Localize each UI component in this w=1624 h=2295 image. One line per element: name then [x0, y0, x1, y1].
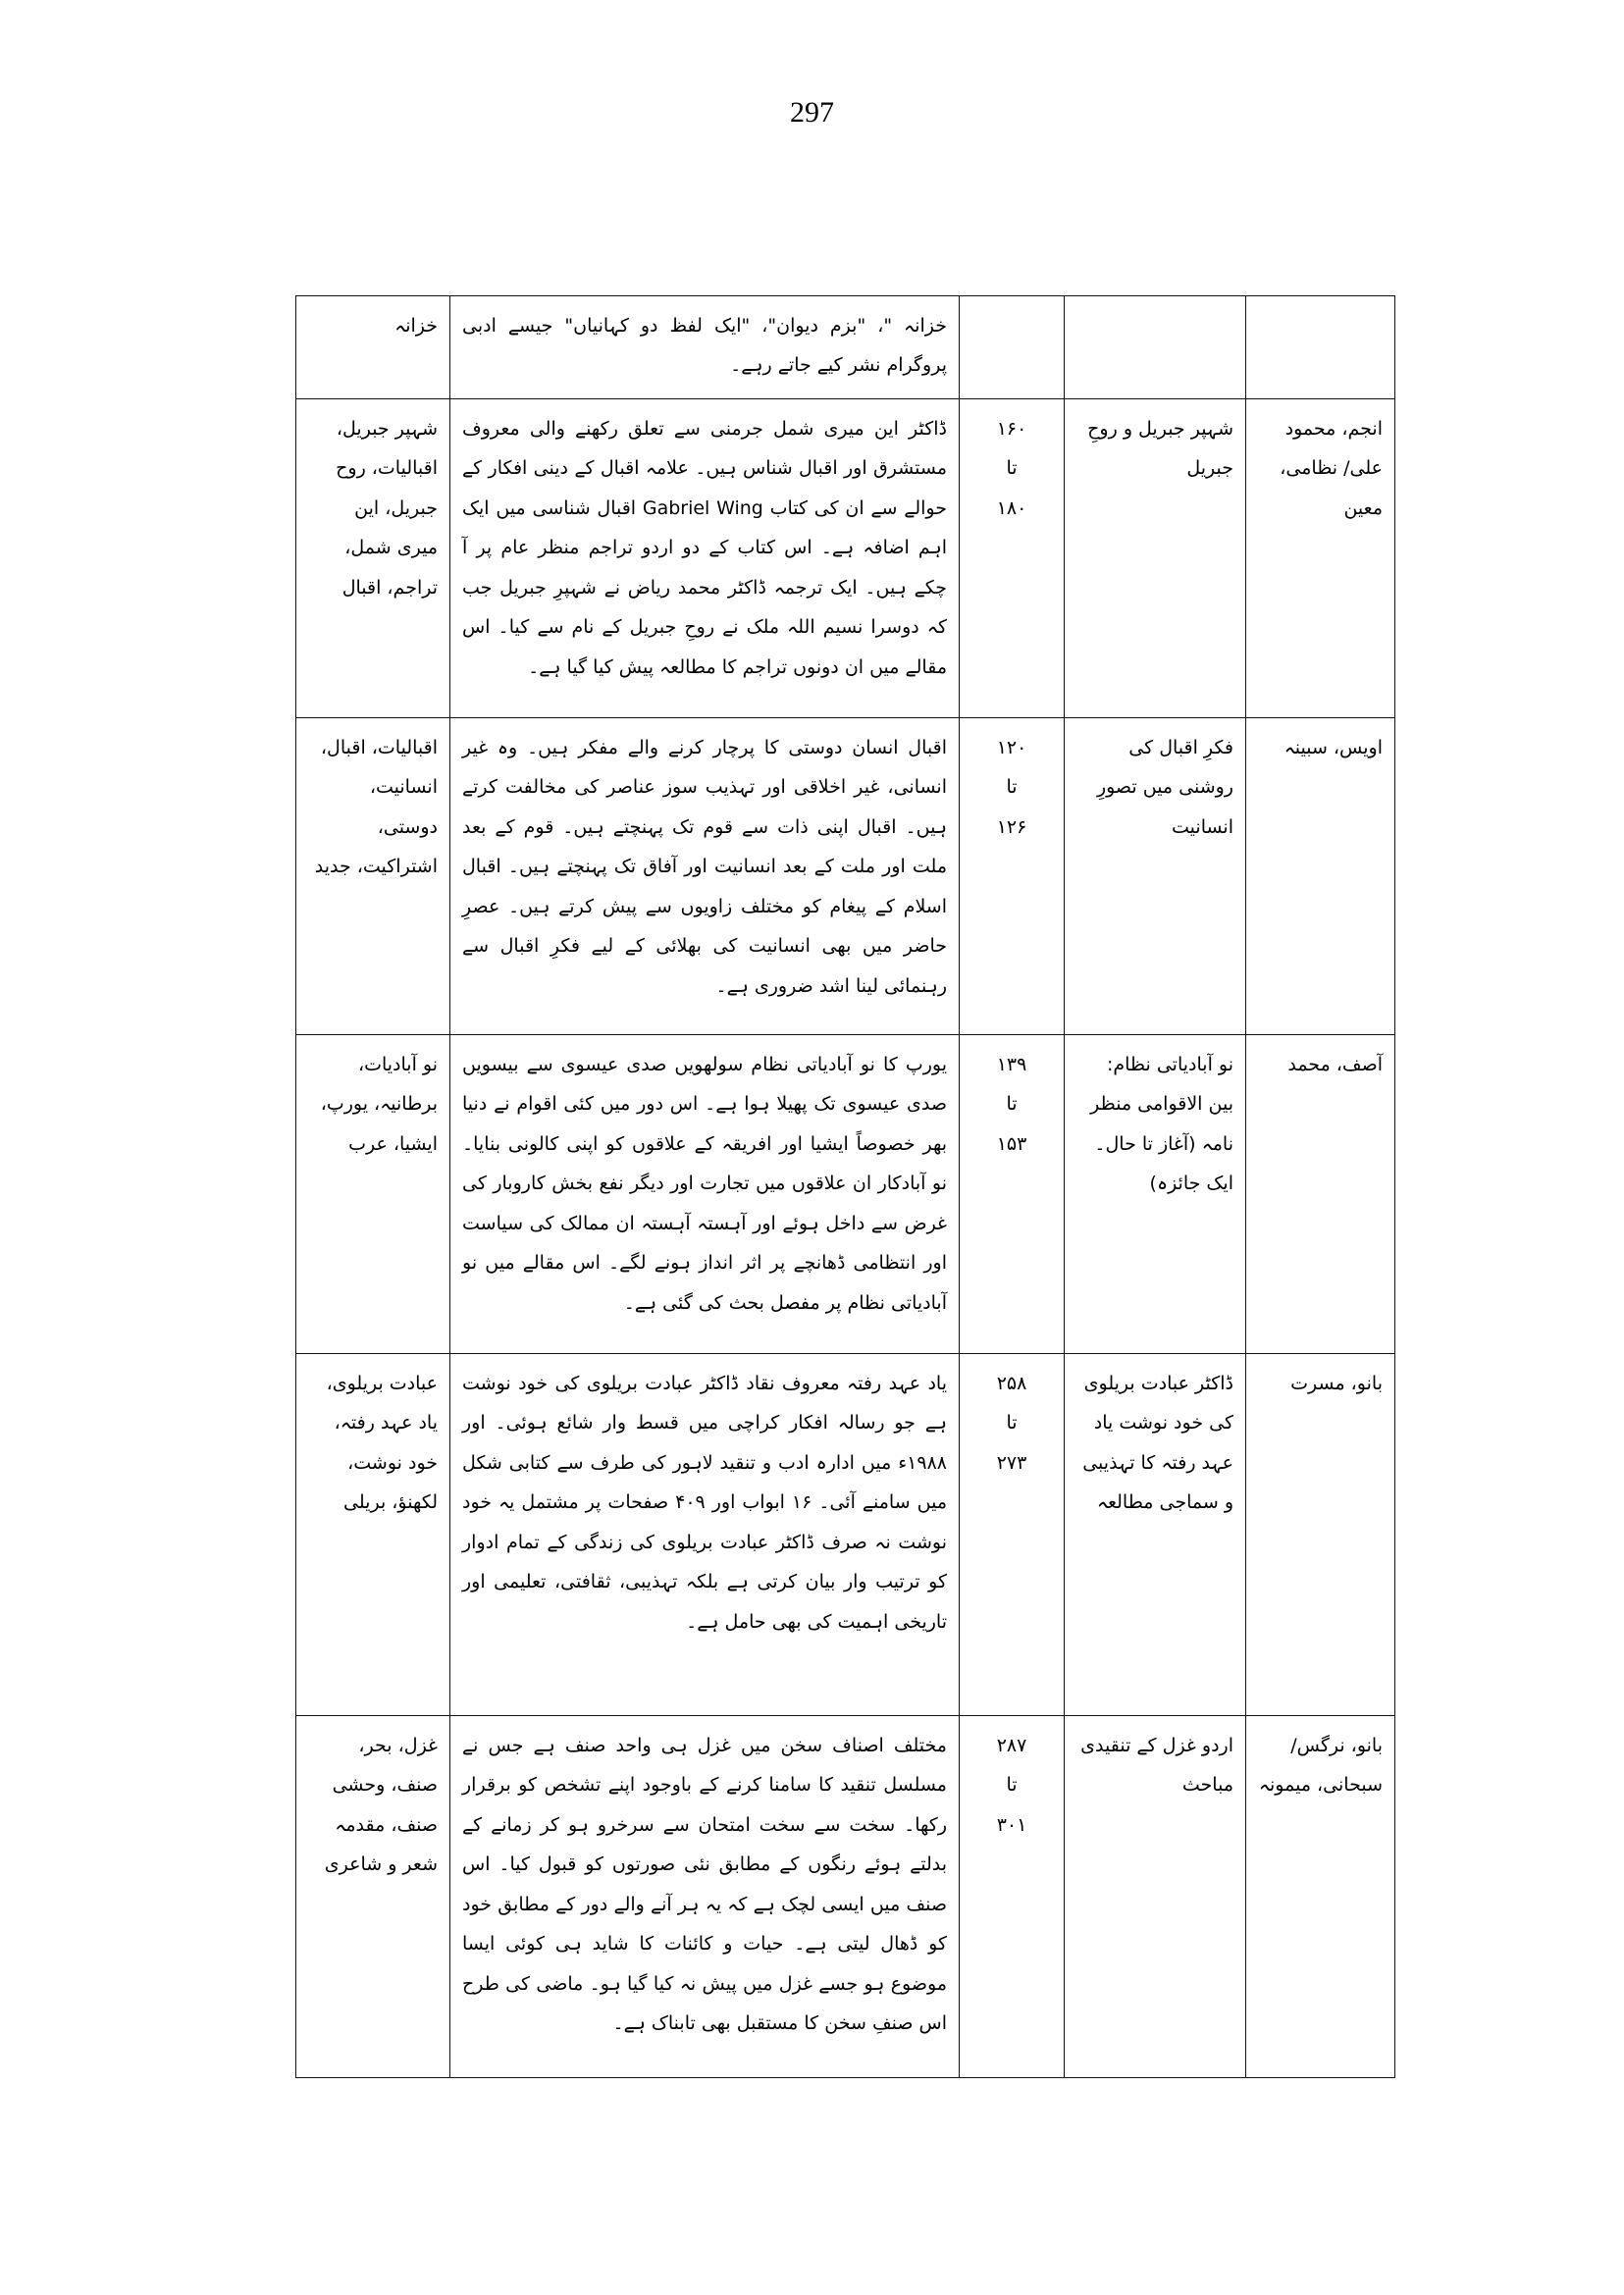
page-separator: تا: [1006, 1412, 1018, 1434]
page-separator: تا: [1006, 776, 1018, 799]
title-cell: نو آبادیاتی نظام: بین الاقوامی منظر نامہ (آغاز تا حال۔ ایک جائزہ): [1065, 1035, 1246, 1354]
table-row: [296, 399, 1395, 718]
author-cell: [1246, 296, 1395, 399]
summary-cell: یورپ کا نو آبادیاتی نظام سولھویں صدی عیسوی سے بیسویں صدی عیسوی تک پھیلا ہوا ہے۔ اس دور میں کئی اقوام نے دنیا بھر خصوصاً ایشیا اور افریقہ کے علاقوں کو اپنی کالونی بنایا۔ نو آبادکار ان علاقوں میں تجارت اور دیگر نفع بخش کاروبار کی غرض سے داخل ہوئے اور آہستہ آہستہ ان ممالک کی سیاست اور انتظامی ڈھانچے پر اثر انداز ہونے لگے۔ اس مقالے میں نو آبادیاتی نظام پر مفصل بحث کی گئی ہے۔: [450, 1035, 960, 1354]
keywords-cell: نو آبادیات، برطانیہ، یورپ، ایشیا، عرب: [296, 1035, 450, 1354]
title-cell: شہپر جبریل و روحِ جبریل: [1065, 399, 1246, 718]
page-start: ۲۵۸: [996, 1373, 1027, 1394]
bibliography-table: [295, 295, 1395, 2078]
author-cell: بانو، مسرت: [1246, 1354, 1395, 1716]
table-row: [296, 1035, 1395, 1354]
pages-cell: [960, 1716, 1065, 2078]
pages-cell: [960, 1354, 1065, 1716]
title-cell: فکرِ اقبال کی روشنی میں تصورِ انسانیت: [1065, 718, 1246, 1035]
keywords-cell: خزانہ: [296, 296, 450, 399]
table-row: [296, 718, 1395, 1035]
title-cell: [1065, 296, 1246, 399]
author-cell: اویس، سبینہ: [1246, 718, 1395, 1035]
page-end: ۱۵۳: [996, 1132, 1027, 1155]
page-separator: تا: [1006, 1774, 1018, 1797]
author-cell: انجم، محمود علی/ نظامی، معین: [1246, 399, 1395, 718]
summary-cell: خزانہ "، "بزم دیوان"، "ایک لفظ دو کہانیاں" جیسے ادبی پروگرام نشر کیے جاتے رہے۔: [450, 296, 960, 399]
table-row: [296, 1716, 1395, 2078]
keywords-cell: غزل، بحر، صنف، وحشی صنف، مقدمہ شعر و شاعری: [296, 1716, 450, 2078]
title-cell: ڈاکٹر عبادت بریلوی کی خود نوشت یاد عہد رفتہ کا تہذیبی و سماجی مطالعہ: [1065, 1354, 1246, 1716]
author-cell: آصف، محمد: [1246, 1035, 1395, 1354]
page-start: ۲۸۷: [996, 1735, 1027, 1756]
page-start: ۱۶۰: [996, 418, 1027, 440]
table-row: [296, 296, 1395, 399]
page-number: 297: [790, 96, 834, 129]
keywords-cell: عبادت بریلوی، یاد عہد رفتہ، خود نوشت، لکھنؤ، بریلی: [296, 1354, 450, 1716]
page-separator: تا: [1006, 1093, 1018, 1116]
page-end: ۲۷۳: [996, 1451, 1027, 1474]
pages-cell: [960, 1035, 1065, 1354]
pages-cell: [960, 399, 1065, 718]
table-row: [296, 1354, 1395, 1716]
title-cell: اردو غزل کے تنقیدی مباحث: [1065, 1716, 1246, 2078]
pages-cell: [960, 718, 1065, 1035]
page-start: ۱۳۹: [996, 1054, 1027, 1075]
summary-cell: مختلف اصناف سخن میں غزل ہی واحد صنف ہے جس نے مسلسل تنقید کا سامنا کرنے کے باوجود اپنے تشخص کو برقرار رکھا۔ سخت سے سخت امتحان سے سرخرو ہو کر زمانے کے بدلتے ہوئے رنگوں کے مطابق نئی صورتوں کو قبول کیا۔ اس صنف میں ایسی لچک ہے کہ یہ ہر آنے والے دور کے مطابق خود کو ڈھال لیتی ہے۔ حیات و کائنات کا شاید ہی کوئی ایسا موضوع ہو جسے غزل میں پیش نہ کیا گیا ہو۔ ماضی کی طرح اس صنفِ سخن کا مستقبل بھی تابناک ہے۔: [450, 1716, 960, 2078]
summary-cell: اقبال انسان دوستی کا پرچار کرنے والے مفکر ہیں۔ وہ غیر انسانی، غیر اخلاقی اور تہذیب سوز عناصر کی مخالفت کرتے ہیں۔ اقبال اپنی ذات سے قوم تک پہنچتے ہیں۔ قوم کے بعد ملت اور ملت کے بعد انسانیت اور آفاق تک پہنچتے ہیں۔ اقبال اسلام کے پیغام کو مختلف زاویوں سے پیش کرتے ہیں۔ عصرِ حاضر میں بھی انسانیت کی بھلائی کے لیے فکرِ اقبال سے رہنمائی لینا اشد ضروری ہے۔: [450, 718, 960, 1035]
page-start: ۱۲۰: [996, 737, 1027, 758]
author-cell: بانو، نرگس/ سبحانی، میمونہ: [1246, 1716, 1395, 2078]
pages-cell: [960, 296, 1065, 399]
summary-cell: ڈاکٹر این میری شمل جرمنی سے تعلق رکھنے والی معروف مستشرق اور اقبال شناس ہیں۔ علامہ اقبال کے دینی افکار کے حوالے سے ان کی کتاب Gabriel Wing اقبال شناسی میں ایک اہم اضافہ ہے۔ اس کتاب کے دو اردو تراجم منظر عام پر آ چکے ہیں۔ ایک ترجمہ ڈاکٹر محمد ریاض نے شہپرِ جبریل جب کہ دوسرا نسیم اللہ ملک نے روحِ جبریل کے نام سے کیا۔ اس مقالے میں ان دونوں تراجم کا مطالعہ پیش کیا گیا ہے۔: [450, 399, 960, 718]
page-separator: تا: [1006, 457, 1018, 480]
keywords-cell: شہپر جبریل، اقبالیات، روح جبریل، این میری شمل، تراجم، اقبال: [296, 399, 450, 718]
page-end: ۱۸۰: [996, 496, 1027, 519]
keywords-cell: اقبالیات، اقبال، انسانیت، دوستی، اشتراکیت، جدید: [296, 718, 450, 1035]
summary-cell: یاد عہد رفتہ معروف نقاد ڈاکٹر عبادت بریلوی کی خود نوشت ہے جو رسالہ افکار کراچی میں قسط وار شائع ہوئی۔ اور ۱۹۸۸ء میں ادارہ ادب و تنقید لاہور کی طرف سے کتابی شکل میں سامنے آئی۔ ۱۶ ابواب اور ۴۰۹ صفحات پر مشتمل یہ خود نوشت نہ صرف ڈاکٹر عبادت بریلوی کی زندگی کے تمام ادوار کو ترتیب وار بیان کرتی ہے بلکہ تہذیبی، ثقافتی، تعلیمی اور تاریخی اہمیت کی بھی حامل ہے۔: [450, 1354, 960, 1716]
page-end: ۳۰۱: [996, 1813, 1027, 1836]
page-end: ۱۲۶: [996, 815, 1027, 838]
